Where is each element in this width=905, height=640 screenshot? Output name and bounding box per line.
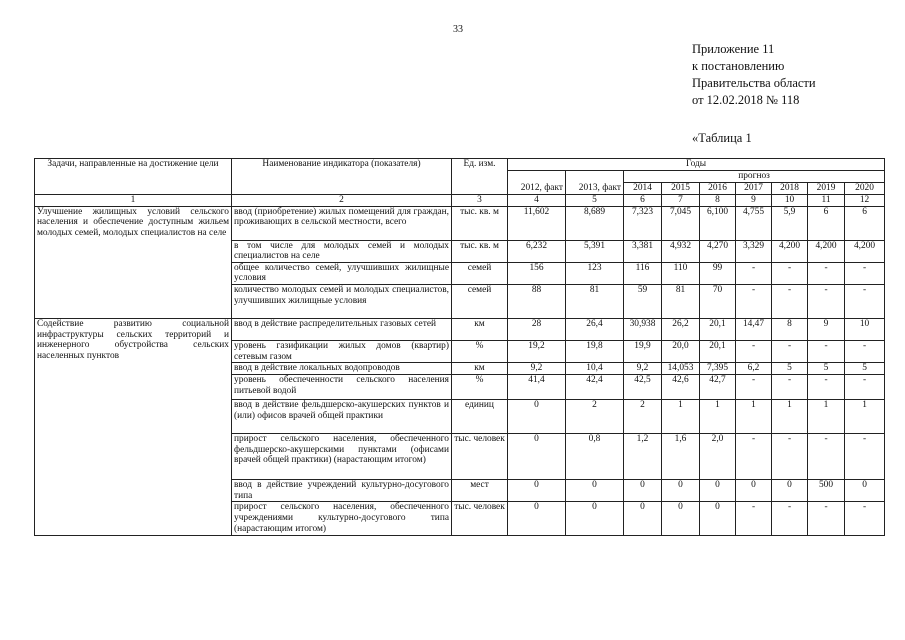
value-cell: 4,270 — [700, 240, 736, 262]
value-cell: 8,689 — [566, 206, 624, 240]
header-2013: 2013, факт — [566, 171, 624, 195]
value-cell: 0 — [566, 502, 624, 536]
value-cell: 6,2 — [736, 363, 772, 375]
value-cell: 1 — [736, 400, 772, 434]
value-cell: 20,1 — [700, 318, 736, 340]
column-number: 10 — [772, 195, 808, 207]
indicators-table — [34, 158, 885, 536]
value-cell: - — [845, 284, 885, 318]
value-cell: 3,329 — [736, 240, 772, 262]
value-cell: 88 — [508, 284, 566, 318]
value-cell: 1 — [662, 400, 700, 434]
value-cell: 26,2 — [662, 318, 700, 340]
indicator-cell: количество молодых семей и молодых специалистов, улучшивших жилищные условия — [232, 284, 452, 318]
header-forecast: прогноз — [624, 171, 885, 183]
value-cell: 1,2 — [624, 434, 662, 480]
value-cell: - — [808, 262, 845, 284]
value-cell: 0 — [624, 502, 662, 536]
indicator-cell: уровень газификации жилых домов (квартир) сетевым газом — [232, 340, 452, 362]
appendix-heading — [692, 41, 892, 109]
value-cell: 116 — [624, 262, 662, 284]
value-cell: 10 — [845, 318, 885, 340]
header-unit: Ед. изм. — [452, 159, 508, 195]
column-number: 3 — [452, 195, 508, 207]
task-cell: Улучшение жилищных условий сельского населения и обеспечение доступным жильем молодых семей, молодых специалистов на селе — [35, 206, 232, 318]
value-cell: 9,2 — [508, 363, 566, 375]
table-row — [35, 318, 885, 340]
value-cell: 4,200 — [808, 240, 845, 262]
value-cell: 1 — [772, 400, 808, 434]
appendix-line: Приложение 11 — [692, 42, 775, 56]
value-cell: 6 — [845, 206, 885, 240]
value-cell: - — [772, 340, 808, 362]
value-cell: 0 — [662, 480, 700, 502]
unit-cell: км — [452, 318, 508, 340]
value-cell: 9,2 — [624, 363, 662, 375]
value-cell: - — [772, 502, 808, 536]
value-cell: - — [845, 262, 885, 284]
unit-cell: тыс. кв. м — [452, 206, 508, 240]
value-cell: 14,053 — [662, 363, 700, 375]
indicator-cell: ввод в действие распределительных газовых сетей — [232, 318, 452, 340]
header-year: 2019 — [808, 183, 845, 195]
column-number: 7 — [662, 195, 700, 207]
value-cell: 0 — [508, 480, 566, 502]
header-year: 2016 — [700, 183, 736, 195]
value-cell: 20,1 — [700, 340, 736, 362]
value-cell: - — [736, 262, 772, 284]
column-number: 8 — [700, 195, 736, 207]
header-years: Годы — [508, 159, 885, 171]
header-year: 2014 — [624, 183, 662, 195]
value-cell: 1 — [700, 400, 736, 434]
header-year: 2017 — [736, 183, 772, 195]
value-cell: 8 — [772, 318, 808, 340]
header-2012: 2012, факт — [508, 171, 566, 195]
value-cell: - — [772, 434, 808, 480]
value-cell: 5 — [845, 363, 885, 375]
value-cell: 2 — [624, 400, 662, 434]
value-cell: - — [845, 502, 885, 536]
value-cell: - — [736, 502, 772, 536]
value-cell: 7,045 — [662, 206, 700, 240]
value-cell: 2 — [566, 400, 624, 434]
value-cell: 0 — [508, 400, 566, 434]
value-cell: 0 — [508, 502, 566, 536]
value-cell: 0,8 — [566, 434, 624, 480]
value-cell: 0 — [662, 502, 700, 536]
unit-cell: мест — [452, 480, 508, 502]
value-cell: 0 — [700, 502, 736, 536]
value-cell: - — [808, 434, 845, 480]
value-cell: 20,0 — [662, 340, 700, 362]
appendix-line: Правительства области — [692, 76, 816, 90]
header-tasks: Задачи, направленные на достижение цели — [35, 159, 232, 195]
indicator-cell: ввод в действие фельдшерско-акушерских пунктов и (или) офисов врачей общей практики — [232, 400, 452, 434]
unit-cell: % — [452, 375, 508, 400]
value-cell: 5,9 — [772, 206, 808, 240]
value-cell: 42,5 — [624, 375, 662, 400]
value-cell: - — [845, 375, 885, 400]
value-cell: 10,4 — [566, 363, 624, 375]
value-cell: 19,2 — [508, 340, 566, 362]
task-cell: Содействие развитию социальной инфраструктуры сельских территорий и инженерного обустройства сельских населенных пунктов — [35, 318, 232, 535]
value-cell: 5 — [772, 363, 808, 375]
column-number: 6 — [624, 195, 662, 207]
value-cell: 3,381 — [624, 240, 662, 262]
value-cell: - — [808, 284, 845, 318]
unit-cell: км — [452, 363, 508, 375]
value-cell: 123 — [566, 262, 624, 284]
unit-cell: семей — [452, 262, 508, 284]
value-cell: - — [845, 340, 885, 362]
column-number-row — [35, 195, 885, 207]
header-year: 2018 — [772, 183, 808, 195]
value-cell: 70 — [700, 284, 736, 318]
value-cell: - — [808, 340, 845, 362]
value-cell: 1,6 — [662, 434, 700, 480]
unit-cell: тыс. кв. м — [452, 240, 508, 262]
appendix-line: от 12.02.2018 № 118 — [692, 93, 800, 107]
value-cell: 4,200 — [772, 240, 808, 262]
value-cell: 6 — [808, 206, 845, 240]
indicator-cell: прирост сельского населения, обеспеченного учреждениями культурно-досугового типа (нарастающим итогом) — [232, 502, 452, 536]
value-cell: - — [808, 375, 845, 400]
value-cell: 5 — [808, 363, 845, 375]
value-cell: 99 — [700, 262, 736, 284]
unit-cell: единиц — [452, 400, 508, 434]
value-cell: 81 — [566, 284, 624, 318]
value-cell: - — [736, 434, 772, 480]
value-cell: - — [808, 502, 845, 536]
value-cell: 7,323 — [624, 206, 662, 240]
indicator-cell: ввод в действие локальных водопроводов — [232, 363, 452, 375]
indicator-cell: общее количество семей, улучшивших жилищные условия — [232, 262, 452, 284]
value-cell: 0 — [508, 434, 566, 480]
value-cell: 0 — [845, 480, 885, 502]
value-cell: 9 — [808, 318, 845, 340]
unit-cell: тыс. человек — [452, 434, 508, 480]
unit-cell: тыс. человек — [452, 502, 508, 536]
value-cell: 4,755 — [736, 206, 772, 240]
value-cell: 7,395 — [700, 363, 736, 375]
value-cell: 42,6 — [662, 375, 700, 400]
value-cell: - — [772, 375, 808, 400]
value-cell: 1 — [845, 400, 885, 434]
column-number: 5 — [566, 195, 624, 207]
header-year: 2020 — [845, 183, 885, 195]
value-cell: 11,602 — [508, 206, 566, 240]
indicator-cell: в том числе для молодых семей и молодых специалистов на селе — [232, 240, 452, 262]
value-cell: 0 — [772, 480, 808, 502]
indicator-cell: прирост сельского населения, обеспеченного фельдшерско-акушерскими пунктами (офисами врачей общей практики) (нарастающим итогом) — [232, 434, 452, 480]
indicator-cell: уровень обеспеченности сельского населения питьевой водой — [232, 375, 452, 400]
value-cell: - — [772, 284, 808, 318]
value-cell: - — [736, 340, 772, 362]
indicator-cell: ввод (приобретение) жилых помещений для граждан, проживающих в сельской местности, всего — [232, 206, 452, 240]
value-cell: 110 — [662, 262, 700, 284]
value-cell: 26,4 — [566, 318, 624, 340]
value-cell: 0 — [700, 480, 736, 502]
value-cell: 14,47 — [736, 318, 772, 340]
header-indicator: Наименование индикатора (показателя) — [232, 159, 452, 195]
column-number: 11 — [808, 195, 845, 207]
column-number: 9 — [736, 195, 772, 207]
value-cell: - — [845, 434, 885, 480]
column-number: 1 — [35, 195, 232, 207]
column-number: 2 — [232, 195, 452, 207]
value-cell: 30,938 — [624, 318, 662, 340]
value-cell: 156 — [508, 262, 566, 284]
value-cell: - — [736, 284, 772, 318]
unit-cell: % — [452, 340, 508, 362]
column-number: 12 — [845, 195, 885, 207]
value-cell: 6,100 — [700, 206, 736, 240]
value-cell: 42,7 — [700, 375, 736, 400]
value-cell: 19,9 — [624, 340, 662, 362]
value-cell: 4,932 — [662, 240, 700, 262]
column-number: 4 — [508, 195, 566, 207]
value-cell: 59 — [624, 284, 662, 318]
page-number: 33 — [453, 24, 463, 35]
value-cell: 4,200 — [845, 240, 885, 262]
value-cell: 500 — [808, 480, 845, 502]
value-cell: 81 — [662, 284, 700, 318]
header-year: 2015 — [662, 183, 700, 195]
value-cell: 0 — [736, 480, 772, 502]
value-cell: 6,232 — [508, 240, 566, 262]
value-cell: - — [736, 375, 772, 400]
value-cell: 0 — [566, 480, 624, 502]
value-cell: 0 — [624, 480, 662, 502]
value-cell: 28 — [508, 318, 566, 340]
value-cell: 42,4 — [566, 375, 624, 400]
value-cell: 5,391 — [566, 240, 624, 262]
unit-cell: семей — [452, 284, 508, 318]
table-row — [35, 206, 885, 240]
appendix-line: к постановлению — [692, 59, 785, 73]
value-cell: 19,8 — [566, 340, 624, 362]
value-cell: - — [772, 262, 808, 284]
value-cell: 41,4 — [508, 375, 566, 400]
value-cell: 1 — [808, 400, 845, 434]
value-cell: 2,0 — [700, 434, 736, 480]
indicator-cell: ввод в действие учреждений культурно-досугового типа — [232, 480, 452, 502]
table-caption: «Таблица 1 — [692, 131, 752, 145]
